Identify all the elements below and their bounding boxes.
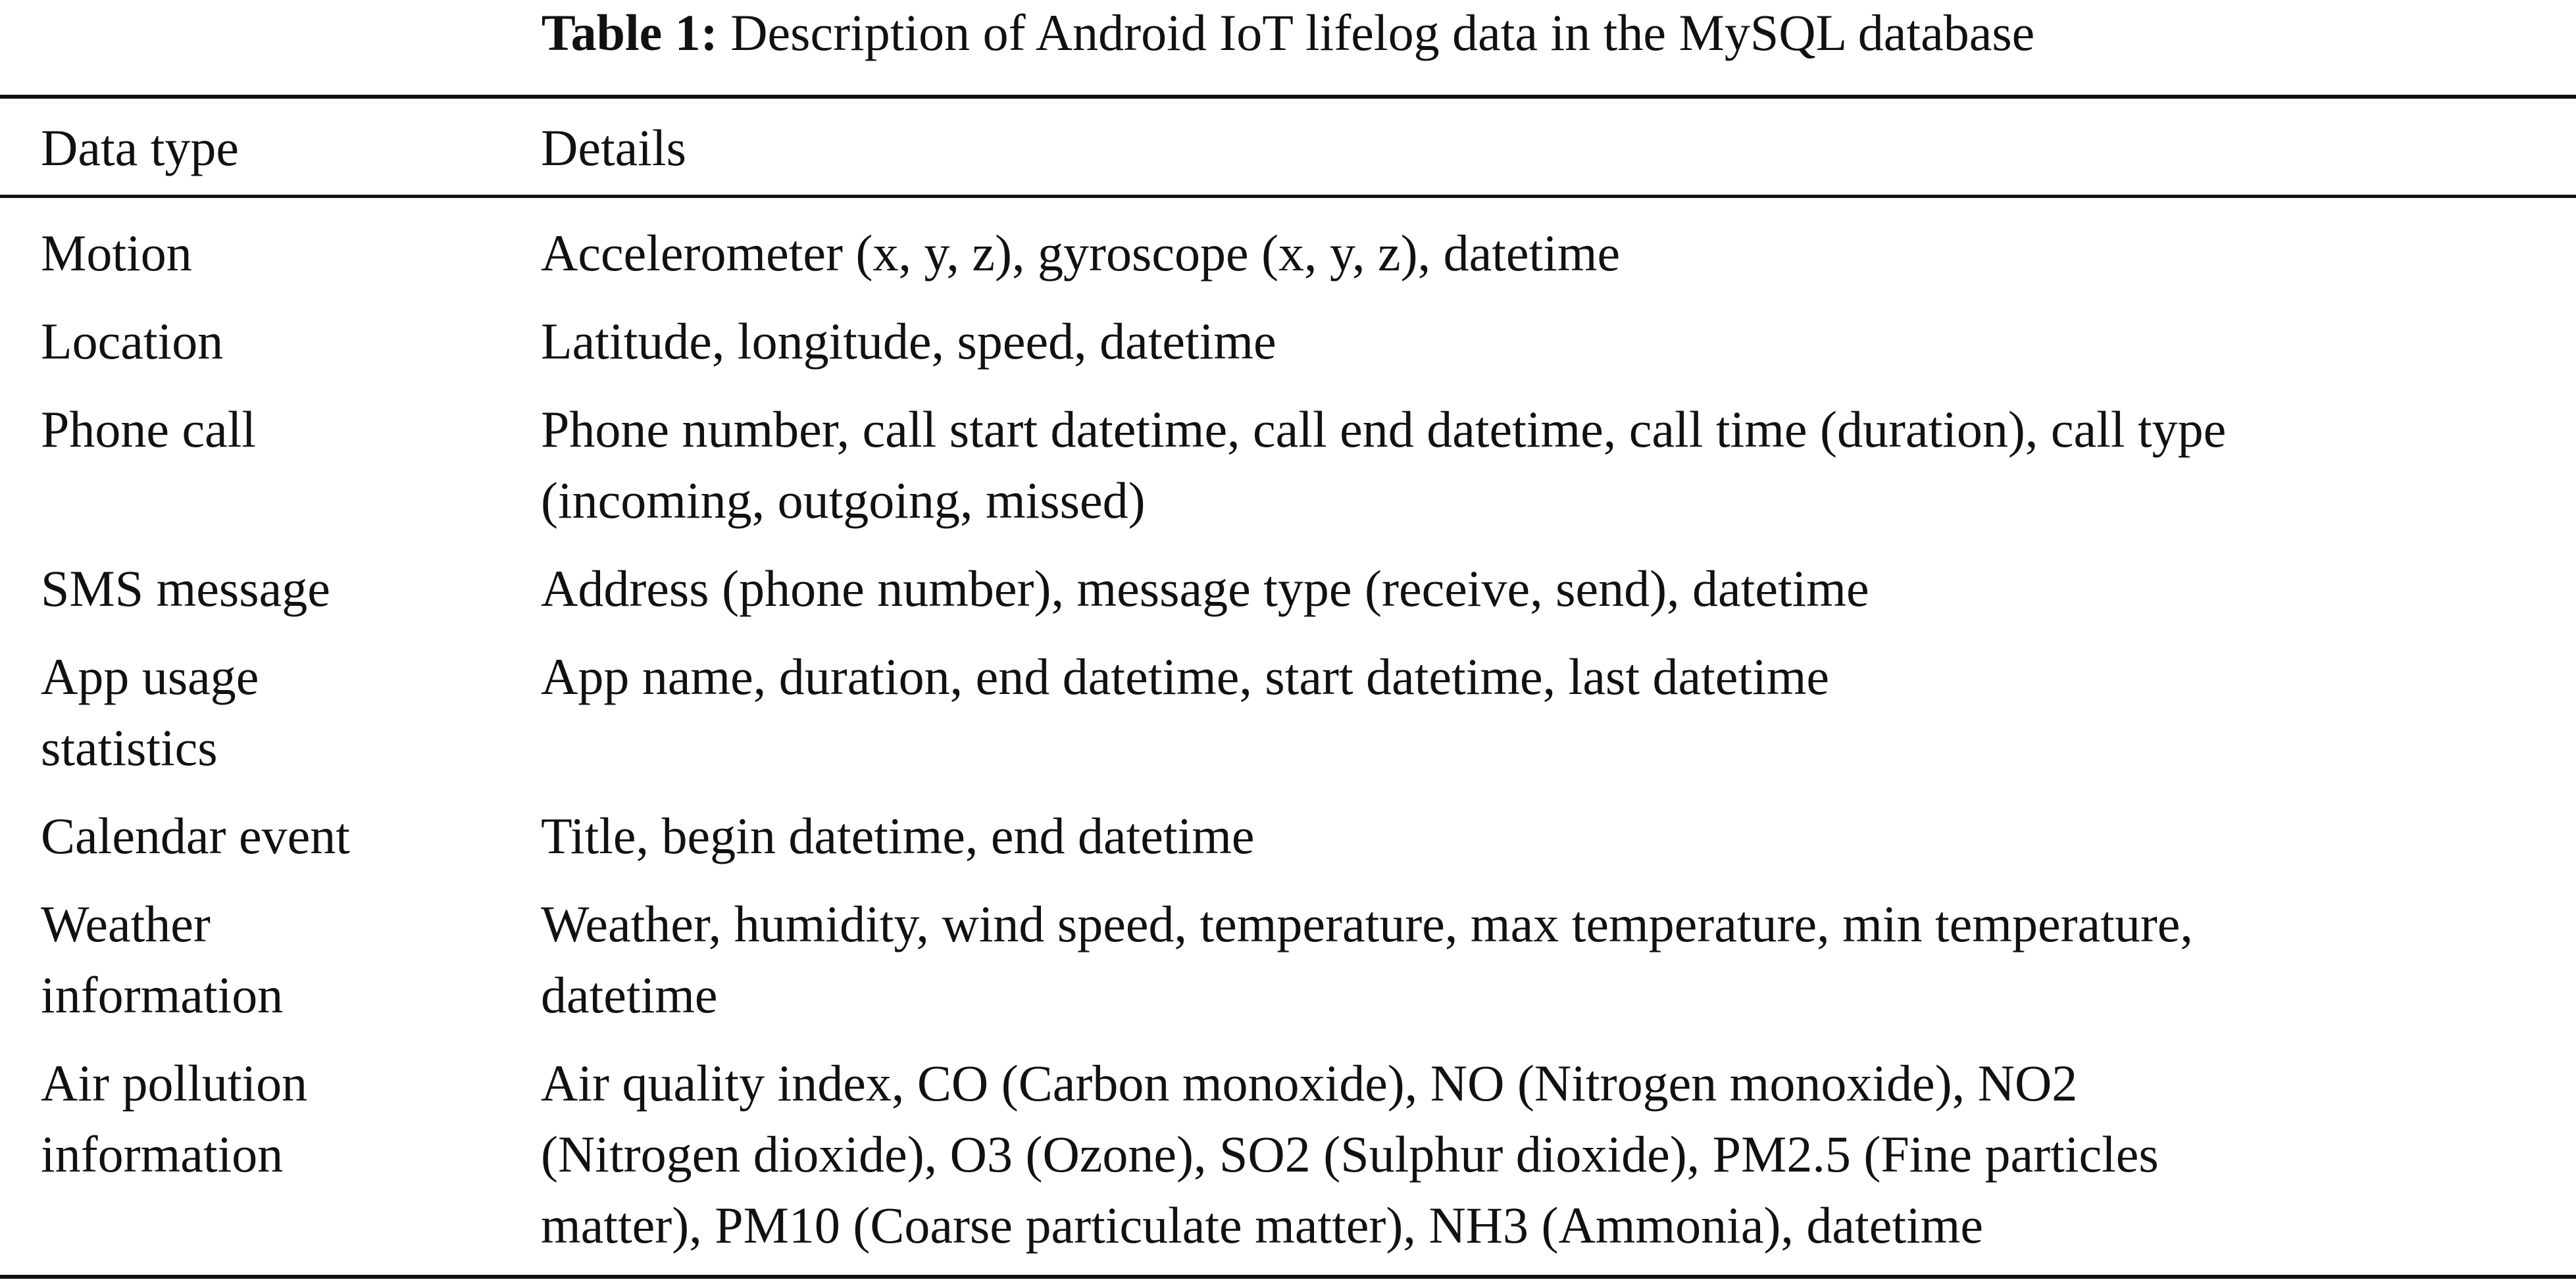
row-weather-type: Weather information <box>41 895 284 1024</box>
table-caption-text: Description of Android IoT lifelog data in the MySQL database <box>730 4 2035 61</box>
row-app-usage-type: App usage statistics <box>41 648 259 776</box>
row-calendar-event-details: Title, begin datetime, end datetime <box>541 807 1255 864</box>
row-motion-details: Accelerometer (x, y, z), gyroscope (x, y, z), datetime <box>541 224 1621 282</box>
row-location-type: Location <box>41 312 224 370</box>
row-air-pollution-type: Air pollution information <box>41 1054 308 1183</box>
row-phone-call-details: Phone number, call start datetime, call end datetime, call time (duration), call type (incoming, outgoing, missed) <box>541 401 2227 529</box>
row-sms-message-type: SMS message <box>41 560 330 617</box>
column-header-details: Details <box>541 119 686 176</box>
row-weather-details: Weather, humidity, wind speed, temperature, max temperature, min temperature, datetime <box>541 895 2193 1024</box>
table-caption-label: Table 1: <box>541 4 718 61</box>
row-location-details: Latitude, longitude, speed, datetime <box>541 312 1276 370</box>
row-calendar-event-type: Calendar event <box>41 807 350 864</box>
row-motion-type: Motion <box>41 224 192 282</box>
column-header-data-type: Data type <box>41 119 240 176</box>
row-sms-message-details: Address (phone number), message type (receive, send), datetime <box>541 560 1869 617</box>
row-phone-call-type: Phone call <box>41 401 257 458</box>
row-air-pollution-details: Air quality index, CO (Carbon monoxide), NO (Nitrogen monoxide), NO2 (Nitrogen dioxide), O3 (Ozone), SO2 (Sulphur dioxide), PM2.5 (Fine particles matter), PM10 (Coarse particulate matter), NH3 (Ammonia), datetime <box>541 1054 2159 1254</box>
row-app-usage-details: App name, duration, end datetime, start datetime, last datetime <box>541 648 1830 705</box>
